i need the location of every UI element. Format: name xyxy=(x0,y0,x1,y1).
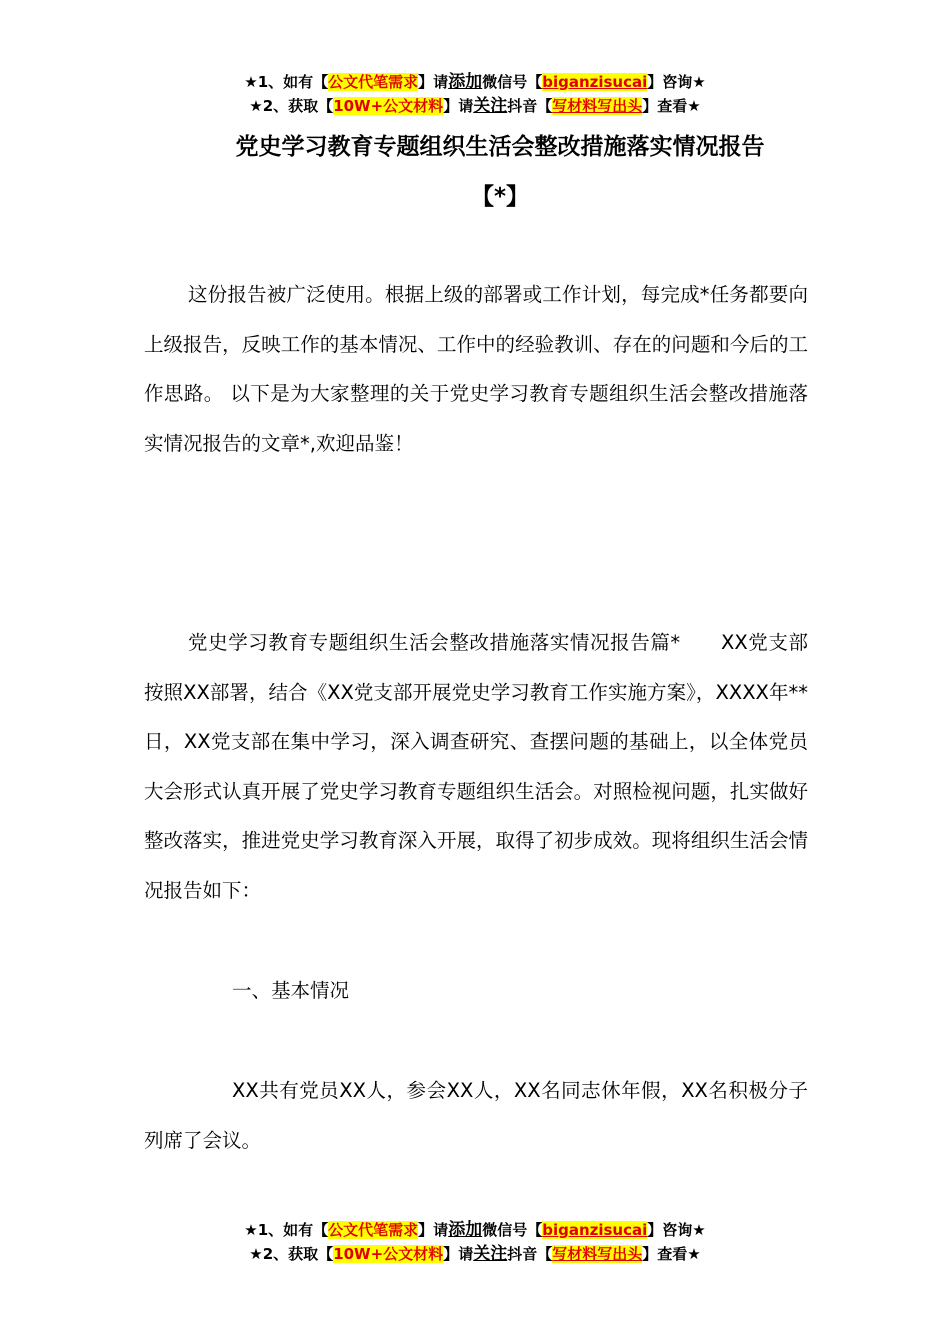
document-subtitle: 【*】 xyxy=(470,184,530,210)
bottom-banner xyxy=(0,1218,950,1266)
banner-text: ★1、如有【 xyxy=(244,1221,329,1239)
banner-text: 微信号【 xyxy=(482,1221,543,1239)
wechat-id-link[interactable]: biganzisucai xyxy=(542,73,648,91)
banner-emphasis: 添加 xyxy=(448,1220,483,1240)
banner-highlight: 10W+公文材料 xyxy=(333,97,444,115)
banner-line-2 xyxy=(0,1242,950,1266)
body-paragraph-2: XX共有党员XX人，参会XX人，XX名同志休年假，XX名积极分子列席了会议。 xyxy=(144,1079,808,1152)
banner-text: ★2、获取【 xyxy=(249,97,334,115)
banner-highlight: 公文代笔需求 xyxy=(328,1221,419,1239)
banner-emphasis: 添加 xyxy=(448,72,483,92)
document-title: 党史学习教育专题组织生活会整改措施落实情况报告 xyxy=(235,134,765,160)
banner-highlight: 10W+公文材料 xyxy=(333,1245,444,1263)
banner-text: 】查看★ xyxy=(642,1245,701,1263)
intro-paragraph: 这份报告被广泛使用。根据上级的部署或工作计划，每完成*任务都要向上级报告，反映工作的基本情况、工作中的经验教训、存在的问题和今后的工作思路。 以下是为大家整理的关于党史学习教育专题组织生活会整改措施落实情况报告的文章*,欢迎品鉴！ xyxy=(144,283,808,455)
banner-emphasis: 关注 xyxy=(473,1244,508,1264)
wechat-id-link[interactable]: biganzisucai xyxy=(542,1221,648,1239)
banner-text: 】请 xyxy=(418,73,449,91)
banner-text: 】请 xyxy=(443,1245,474,1263)
banner-line-1 xyxy=(0,1218,950,1242)
banner-text: ★2、获取【 xyxy=(249,1245,334,1263)
banner-line-2 xyxy=(0,94,950,118)
banner-text: 】咨询★ xyxy=(647,1221,706,1239)
top-banner xyxy=(0,70,950,118)
banner-text: 】咨询★ xyxy=(647,73,706,91)
banner-text: 】请 xyxy=(418,1221,449,1239)
banner-emphasis: 关注 xyxy=(473,96,508,116)
douyin-account-link[interactable]: 写材料写出头 xyxy=(552,97,643,115)
banner-text: 微信号【 xyxy=(482,73,543,91)
banner-text: 】查看★ xyxy=(642,97,701,115)
banner-text: 抖音【 xyxy=(507,1245,553,1263)
douyin-account-link[interactable]: 写材料写出头 xyxy=(552,1245,643,1263)
banner-highlight: 公文代笔需求 xyxy=(328,73,419,91)
banner-text: 抖音【 xyxy=(507,97,553,115)
section-heading-1: 一、基本情况 xyxy=(232,979,350,1002)
banner-line-1 xyxy=(0,70,950,94)
banner-text: ★1、如有【 xyxy=(244,73,329,91)
body-paragraph-1: 党史学习教育专题组织生活会整改措施落实情况报告篇* XX党支部按照XX部署，结合《XX党支部开展党史学习教育工作实施方案》，XXXX年**日，XX党支部在集中学习，深入调查研究、查摆问题的基础上，以全体党员大会形式认真开展了党史学习教育专题组织生活会。对照检视问题，扎实做好整改落实，推进党史学习教育深入开展，取得了初步成效。现将组织生活会情况报告如下： xyxy=(144,631,808,902)
banner-text: 】请 xyxy=(443,97,474,115)
